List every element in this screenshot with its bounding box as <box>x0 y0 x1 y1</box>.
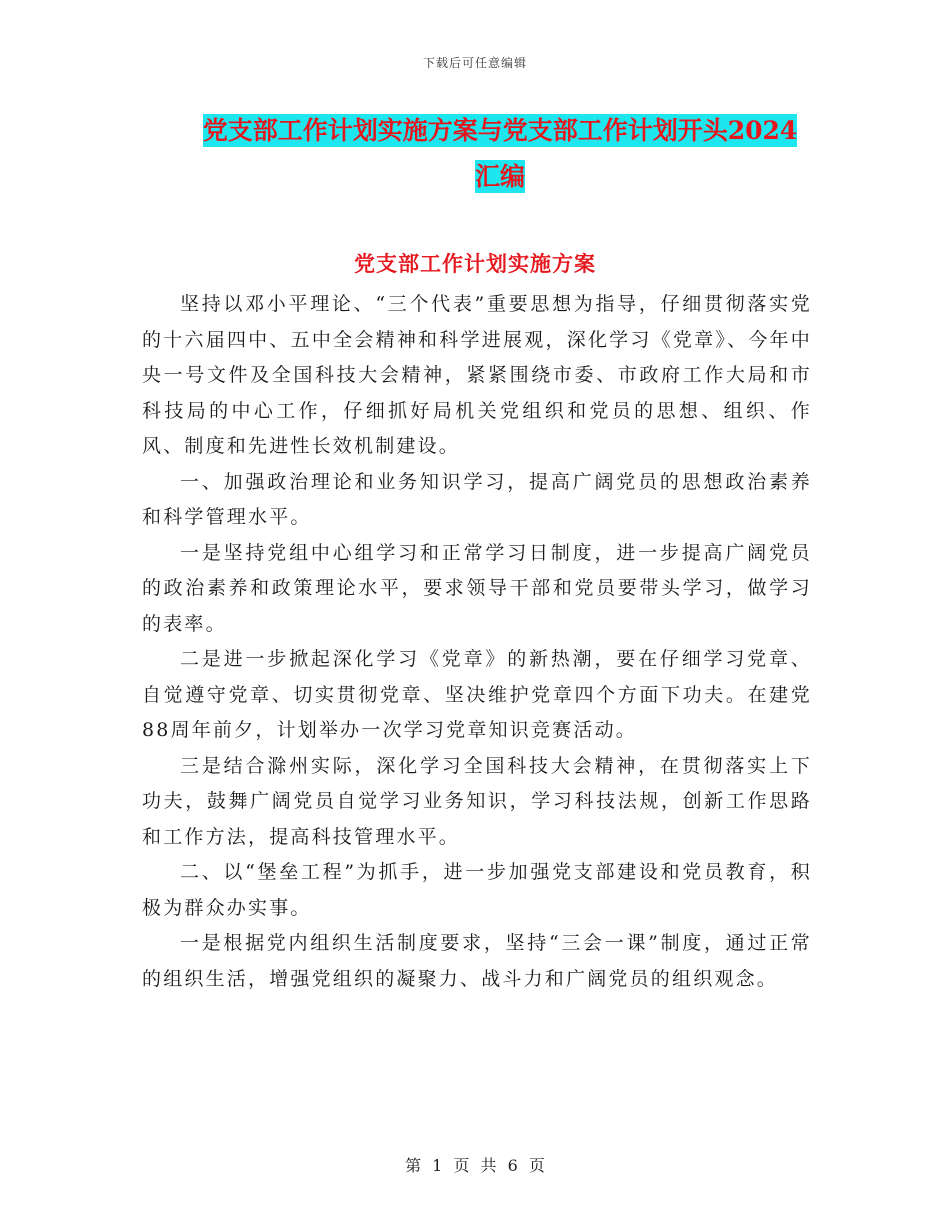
document-title-line-2: 汇编 <box>474 162 525 191</box>
paragraph-item: 一是坚持党组中心组学习和正常学习日制度，进一步提高广阔党员的政治素养和政策理论水平，要求领导干部和党员要带头学习，做学习的表率。 <box>142 541 812 635</box>
paragraph-item: 三是结合滁州实际，深化学习全国科技大会精神，在贯彻落实上下功夫，鼓舞广阔党员自觉学习业务知识，学习科技法规，创新工作思路和工作方法，提高科技管理水平。 <box>142 754 812 848</box>
page-number-footer: 第 1 页 共 6 页 <box>405 1156 545 1175</box>
document-title <box>150 108 850 200</box>
section-title: 党支部工作计划实施方案 <box>354 251 596 276</box>
paragraph-item: 二是进一步掀起深化学习《党章》的新热潮，要在仔细学习党章、自觉遵守党章、切实贯彻党章、坚决维护党章四个方面下功夫。在建党88周年前夕，计划举办一次学习党章知识竞赛活动。 <box>142 648 812 741</box>
paragraph-heading-2: 二、以“堡垒工程”为抓手，进一步加强党支部建设和党员教育，积极为群众办实事。 <box>142 861 812 919</box>
paragraph-heading-1: 一、加强政治理论和业务知识学习，提高广阔党员的思想政治素养和科学管理水平。 <box>142 470 812 528</box>
document-title-line-1: 党支部工作计划实施方案与党支部工作计划开头2024 <box>202 116 798 145</box>
page-header-note: 下载后可任意编辑 <box>422 56 527 70</box>
document-body <box>142 287 812 997</box>
paragraph-intro: 坚持以邓小平理论、“三个代表”重要思想为指导，仔细贯彻落实党的十六届四中、五中全会精神和科学进展观，深化学习《党章》、今年中央一号文件及全国科技大会精神，紧紧围绕市委、市政府工作大局和市科技局的中心工作，仔细抓好局机关党组织和党员的思想、组织、作风、制度和先进性长效机制建设。 <box>142 293 812 457</box>
paragraph-item: 一是根据党内组织生活制度要求，坚持“三会一课”制度，通过正常的组织生活，增强党组织的凝聚力、战斗力和广阔党员的组织观念。 <box>142 932 812 990</box>
